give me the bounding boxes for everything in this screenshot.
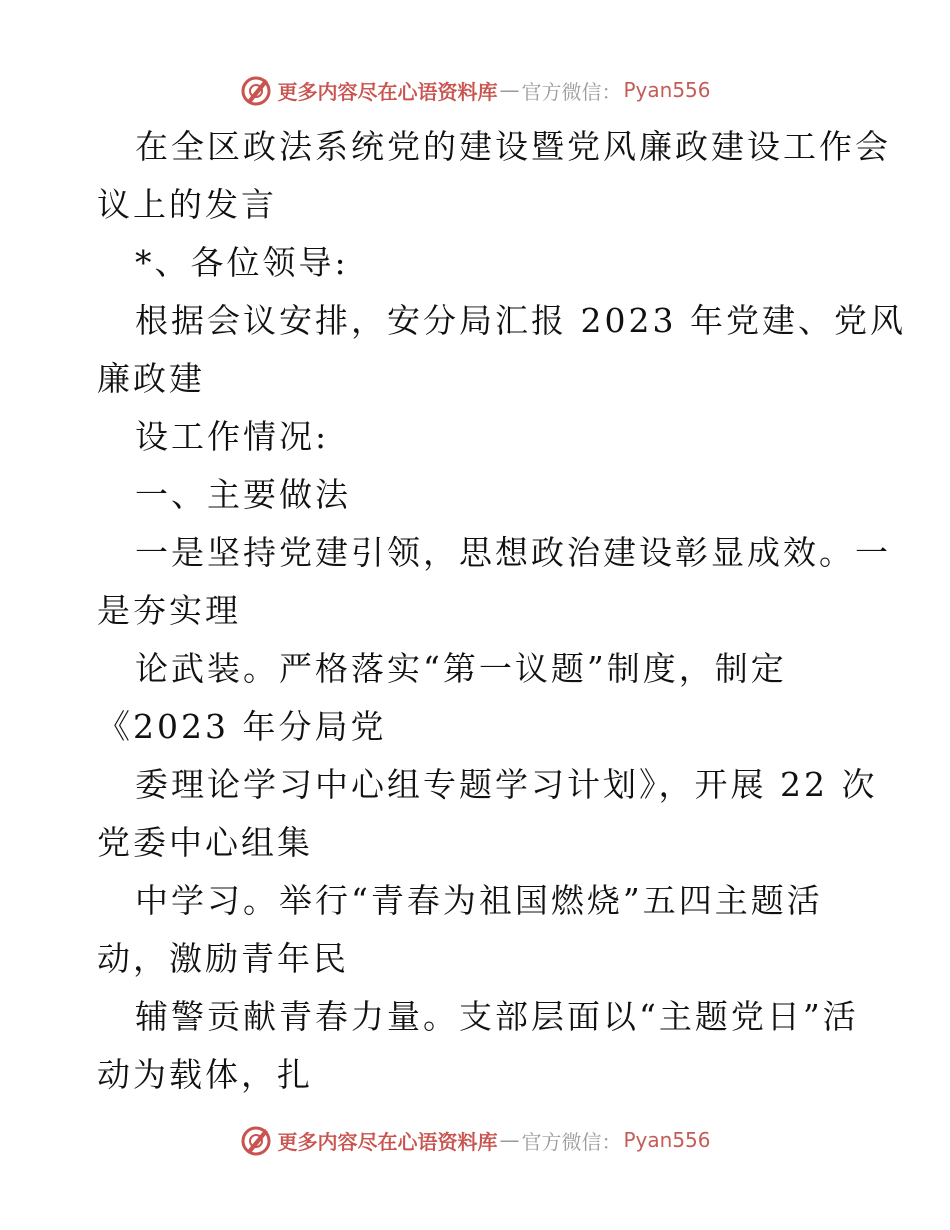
document-line: 辅警贡献青春力量。支部层面以“主题党日”活 (135, 997, 859, 1036)
document-line: 党委中心组集 (97, 823, 313, 862)
document-line: 《2023 年分局党 (97, 707, 387, 746)
watermark-dash: — (499, 1128, 520, 1152)
document-line: 委理论学习中心组专题学习计划》，开展 22 次 (135, 765, 878, 804)
document-line: 动为载体，扎 (97, 1055, 313, 1094)
document-line: 设工作情况: (135, 417, 330, 456)
quill-seal-icon (239, 73, 273, 107)
document-line: *、各位领导: (135, 243, 349, 282)
document-line: 在全区政法系统党的建设暨党风廉政建设工作会 (135, 127, 891, 166)
watermark-brand: 更多内容尽在心语资料库 (277, 1129, 498, 1154)
quill-seal-icon (239, 1123, 273, 1157)
watermark-official-label: 官方微信： (521, 1129, 622, 1154)
watermark-wechat-id: Pyan556 (623, 78, 711, 102)
watermark-wechat-id: Pyan556 (623, 1128, 711, 1152)
document-line: 根据会议安排，安分局汇报 2023 年党建、党风 (135, 301, 906, 340)
document-line: 论武装。严格落实“第一议题”制度，制定 (135, 649, 787, 688)
document-line: 动，激励青年民 (97, 939, 349, 978)
document-line: 廉政建 (97, 359, 205, 398)
watermark-footer (0, 1120, 950, 1160)
document-line: 议上的发言 (97, 185, 277, 224)
document-line: 一是坚持党建引领，思想政治建设彰显成效。一 (135, 533, 891, 572)
watermark-header (0, 70, 950, 110)
watermark-brand: 更多内容尽在心语资料库 (277, 79, 498, 104)
watermark-official-label: 官方微信： (521, 79, 622, 104)
document-line: 一、主要做法 (135, 475, 351, 514)
watermark-dash: — (499, 78, 520, 102)
document-line: 是夯实理 (97, 591, 241, 630)
document-line: 中学习。举行“青春为祖国燃烧”五四主题活 (135, 881, 823, 920)
